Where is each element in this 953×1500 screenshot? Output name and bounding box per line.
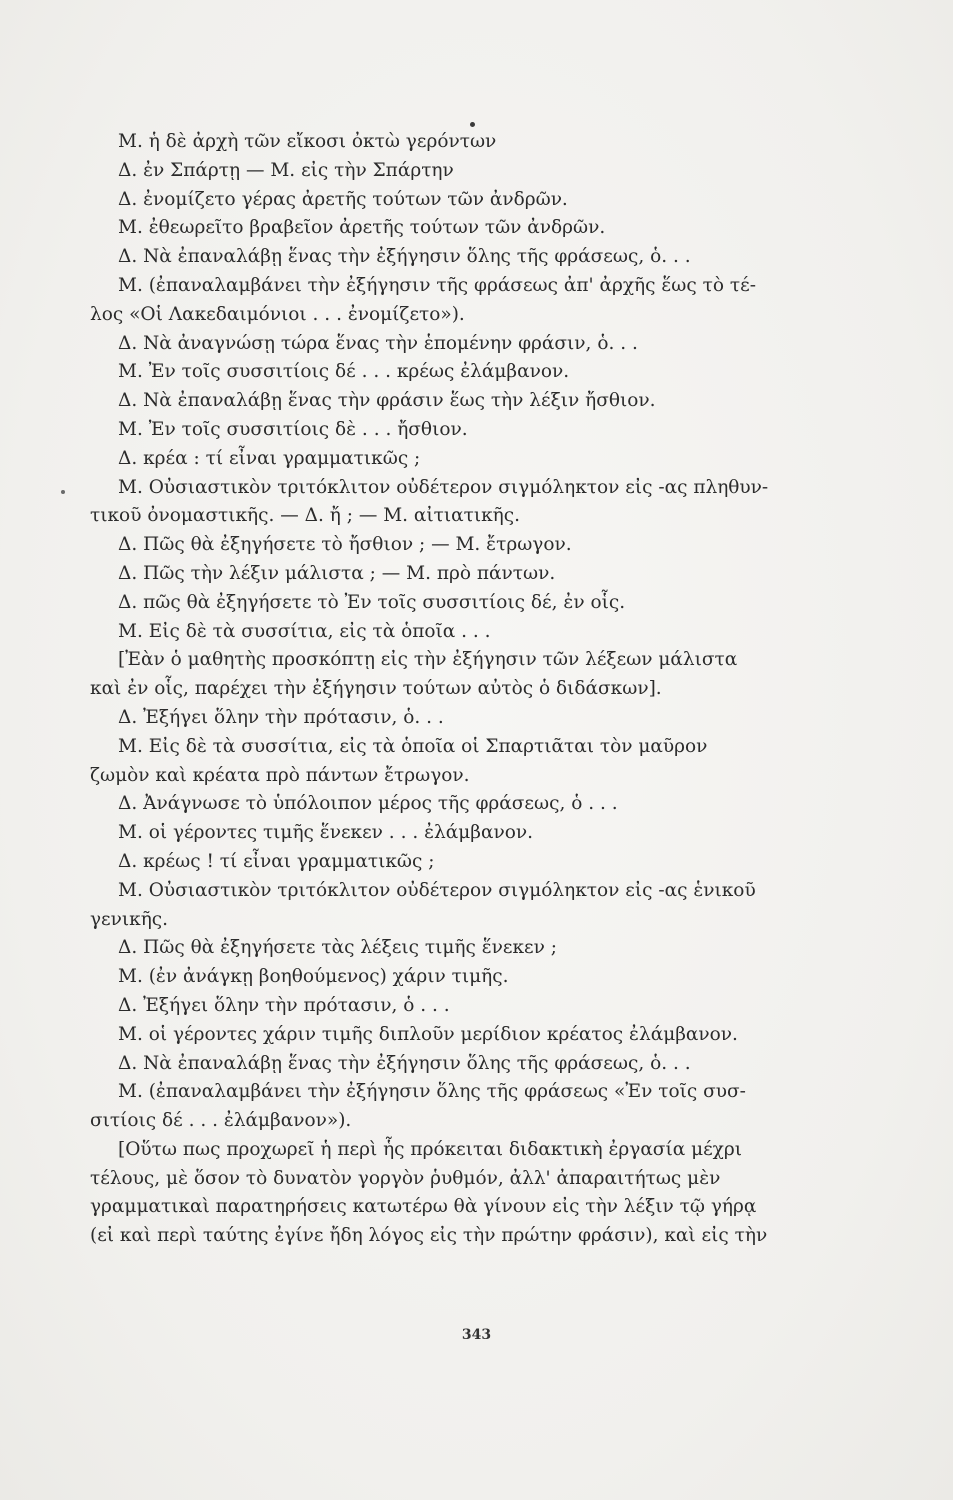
text-line: (εἰ καὶ περὶ ταύτης ἐγίνε ἤδη λόγος εἰς τὴν πρώτην φράσιν), καὶ εἰς τὴν bbox=[90, 1225, 768, 1247]
text-line: Μ. ἡ δὲ ἀρχὴ τῶν εἴκοσι ὀκτὼ γερόντων bbox=[118, 131, 497, 152]
text-line: Μ. οἱ γέροντες τιμῆς ἕνεκεν . . . ἐλάμβανον. bbox=[118, 822, 533, 844]
text-line: Δ. Πῶς θὰ ἐξηγήσετε τὸ ἤσθιον ; — Μ. ἔτρωγον. bbox=[118, 534, 572, 556]
text-line: Μ. Εἰς δὲ τὰ συσσίτια, εἰς τὰ ὁποῖα . . . bbox=[118, 620, 491, 642]
text-line: Μ. Οὐσιαστικὸν τριτόκλιτον οὐδέτερον σιγμόληκτον εἰς -ας ἑνικοῦ bbox=[118, 879, 756, 901]
text-line: τικοῦ ὀνομαστικῆς. — Δ. ἤ ; — Μ. αἰτιατικῆς. bbox=[90, 505, 521, 527]
text-line: σιτίοις δέ . . . ἐλάμβανον»). bbox=[90, 1110, 352, 1132]
ink-spot bbox=[470, 122, 475, 127]
text-line: Μ. (ἐπαναλαμβάνει τὴν ἐξήγησιν τῆς φράσεως ἀπ' ἀρχῆς ἕως τὸ τέ- bbox=[118, 274, 756, 296]
text-line: Μ. οἱ γέροντες χάριν τιμῆς διπλοῦν μερίδιον κρέατος ἐλάμβανον. bbox=[118, 1023, 738, 1045]
text-line: Δ. πῶς θὰ ἐξηγήσετε τὸ Ἐν τοῖς συσσιτίοις δέ, ἐν οἷς. bbox=[118, 591, 626, 613]
text-line: Δ. κρέως ! τί εἶναι γραμματικῶς ; bbox=[118, 850, 435, 872]
text-line: Δ. Νὰ ἐπαναλάβῃ ἕνας τὴν φράσιν ἕως τὴν λέξιν ἤσθιον. bbox=[118, 390, 656, 412]
text-line: Δ. Ἐξήγει ὅλην τὴν πρότασιν, ὁ. . . bbox=[118, 706, 444, 728]
text-line: Μ. Οὐσιαστικὸν τριτόκλιτον οὐδέτερον σιγμόληκτον εἰς -ας πληθυν- bbox=[118, 476, 769, 498]
text-line: Δ. Πῶς τὴν λέξιν μάλιστα ; — Μ. πρὸ πάντων. bbox=[118, 562, 556, 584]
page-number: 343 bbox=[461, 1327, 492, 1343]
text-line: Δ. κρέα : τί εἶναι γραμματικῶς ; bbox=[118, 447, 421, 469]
text-line: Δ. ἐν Σπάρτῃ — Μ. εἰς τὴν Σπάρτην bbox=[118, 159, 454, 181]
text-line: καὶ ἐν οἷς, παρέχει τὴν ἐξήγησιν τούτων αὐτὸς ὁ διδάσκων]. bbox=[90, 678, 662, 700]
text-line: Δ. Νὰ ἐπαναλάβῃ ἕνας τὴν ἐξήγησιν ὅλης τῆς φράσεως, ὁ. . . bbox=[118, 246, 691, 268]
text-line: Δ. Ἀνάγνωσε τὸ ὑπόλοιπον μέρος τῆς φράσεως, ὁ . . . bbox=[118, 793, 618, 815]
text-line: γενικῆς. bbox=[90, 908, 169, 930]
text-line: Μ. (ἐπαναλαμβάνει τὴν ἐξήγησιν ὅλης τῆς φράσεως «Ἐν τοῖς συσ- bbox=[118, 1081, 746, 1103]
text-line: Μ. Ἐν τοῖς συσσιτίοις δέ . . . κρέως ἐλάμβανον. bbox=[118, 361, 570, 383]
text-line: Δ. Ἐξήγει ὅλην τὴν πρότασιν, ὁ . . . bbox=[118, 994, 450, 1016]
ink-spot-small bbox=[61, 490, 65, 494]
text-line: [Ἐὰν ὁ μαθητὴς προσκόπτῃ εἰς τὴν ἐξήγησιν τῶν λέξεων μάλιστα bbox=[118, 649, 738, 671]
text-line: γραμματικαὶ παρατηρήσεις κατωτέρω θὰ γίνουν εἰς τὴν λέξιν τῷ γήρᾳ bbox=[90, 1196, 757, 1218]
text-line: [Οὕτω πως προχωρεῖ ἡ περὶ ἧς πρόκειται διδακτικὴ ἐργασία μέχρι bbox=[118, 1138, 743, 1160]
text-line: ζωμὸν καὶ κρέατα πρὸ πάντων ἔτρωγον. bbox=[90, 764, 470, 786]
text-line: Μ. (ἐν ἀνάγκῃ βοηθούμενος) χάριν τιμῆς. bbox=[118, 966, 509, 988]
text-line: λος «Οἱ Λακεδαιμόνιοι . . . ἐνομίζετο»). bbox=[90, 303, 465, 325]
text-line: Μ. Εἰς δὲ τὰ συσσίτια, εἰς τὰ ὁποῖα οἱ Σπαρτιᾶται τὸν μαῦρον bbox=[118, 735, 708, 757]
text-line: τέλους, μὲ ὅσον τὸ δυνατὸν γοργὸν ῥυθμόν, ἀλλ' ἀπαραιτήτως μὲν bbox=[90, 1167, 721, 1189]
text-line: Μ. ἐθεωρεῖτο βραβεῖον ἀρετῆς τούτων τῶν ἀνδρῶν. bbox=[118, 217, 606, 239]
text-line: Δ. ἐνομίζετο γέρας ἀρετῆς τούτων τῶν ἀνδρῶν. bbox=[118, 188, 568, 210]
text-line: Μ. Ἐν τοῖς συσσιτίοις δὲ . . . ἤσθιον. bbox=[118, 418, 468, 440]
body-text bbox=[90, 128, 790, 1251]
text-line: Δ. Νὰ ἀναγνώσῃ τώρα ἕνας τὴν ἑπομένην φράσιν, ὁ. . . bbox=[118, 332, 638, 354]
text-line: Δ. Νὰ ἐπαναλάβῃ ἕνας τὴν ἐξήγησιν ὅλης τῆς φράσεως, ὁ. . . bbox=[118, 1052, 691, 1074]
text-line: Δ. Πῶς θὰ ἐξηγήσετε τὰς λέξεις τιμῆς ἕνεκεν ; bbox=[118, 937, 557, 959]
